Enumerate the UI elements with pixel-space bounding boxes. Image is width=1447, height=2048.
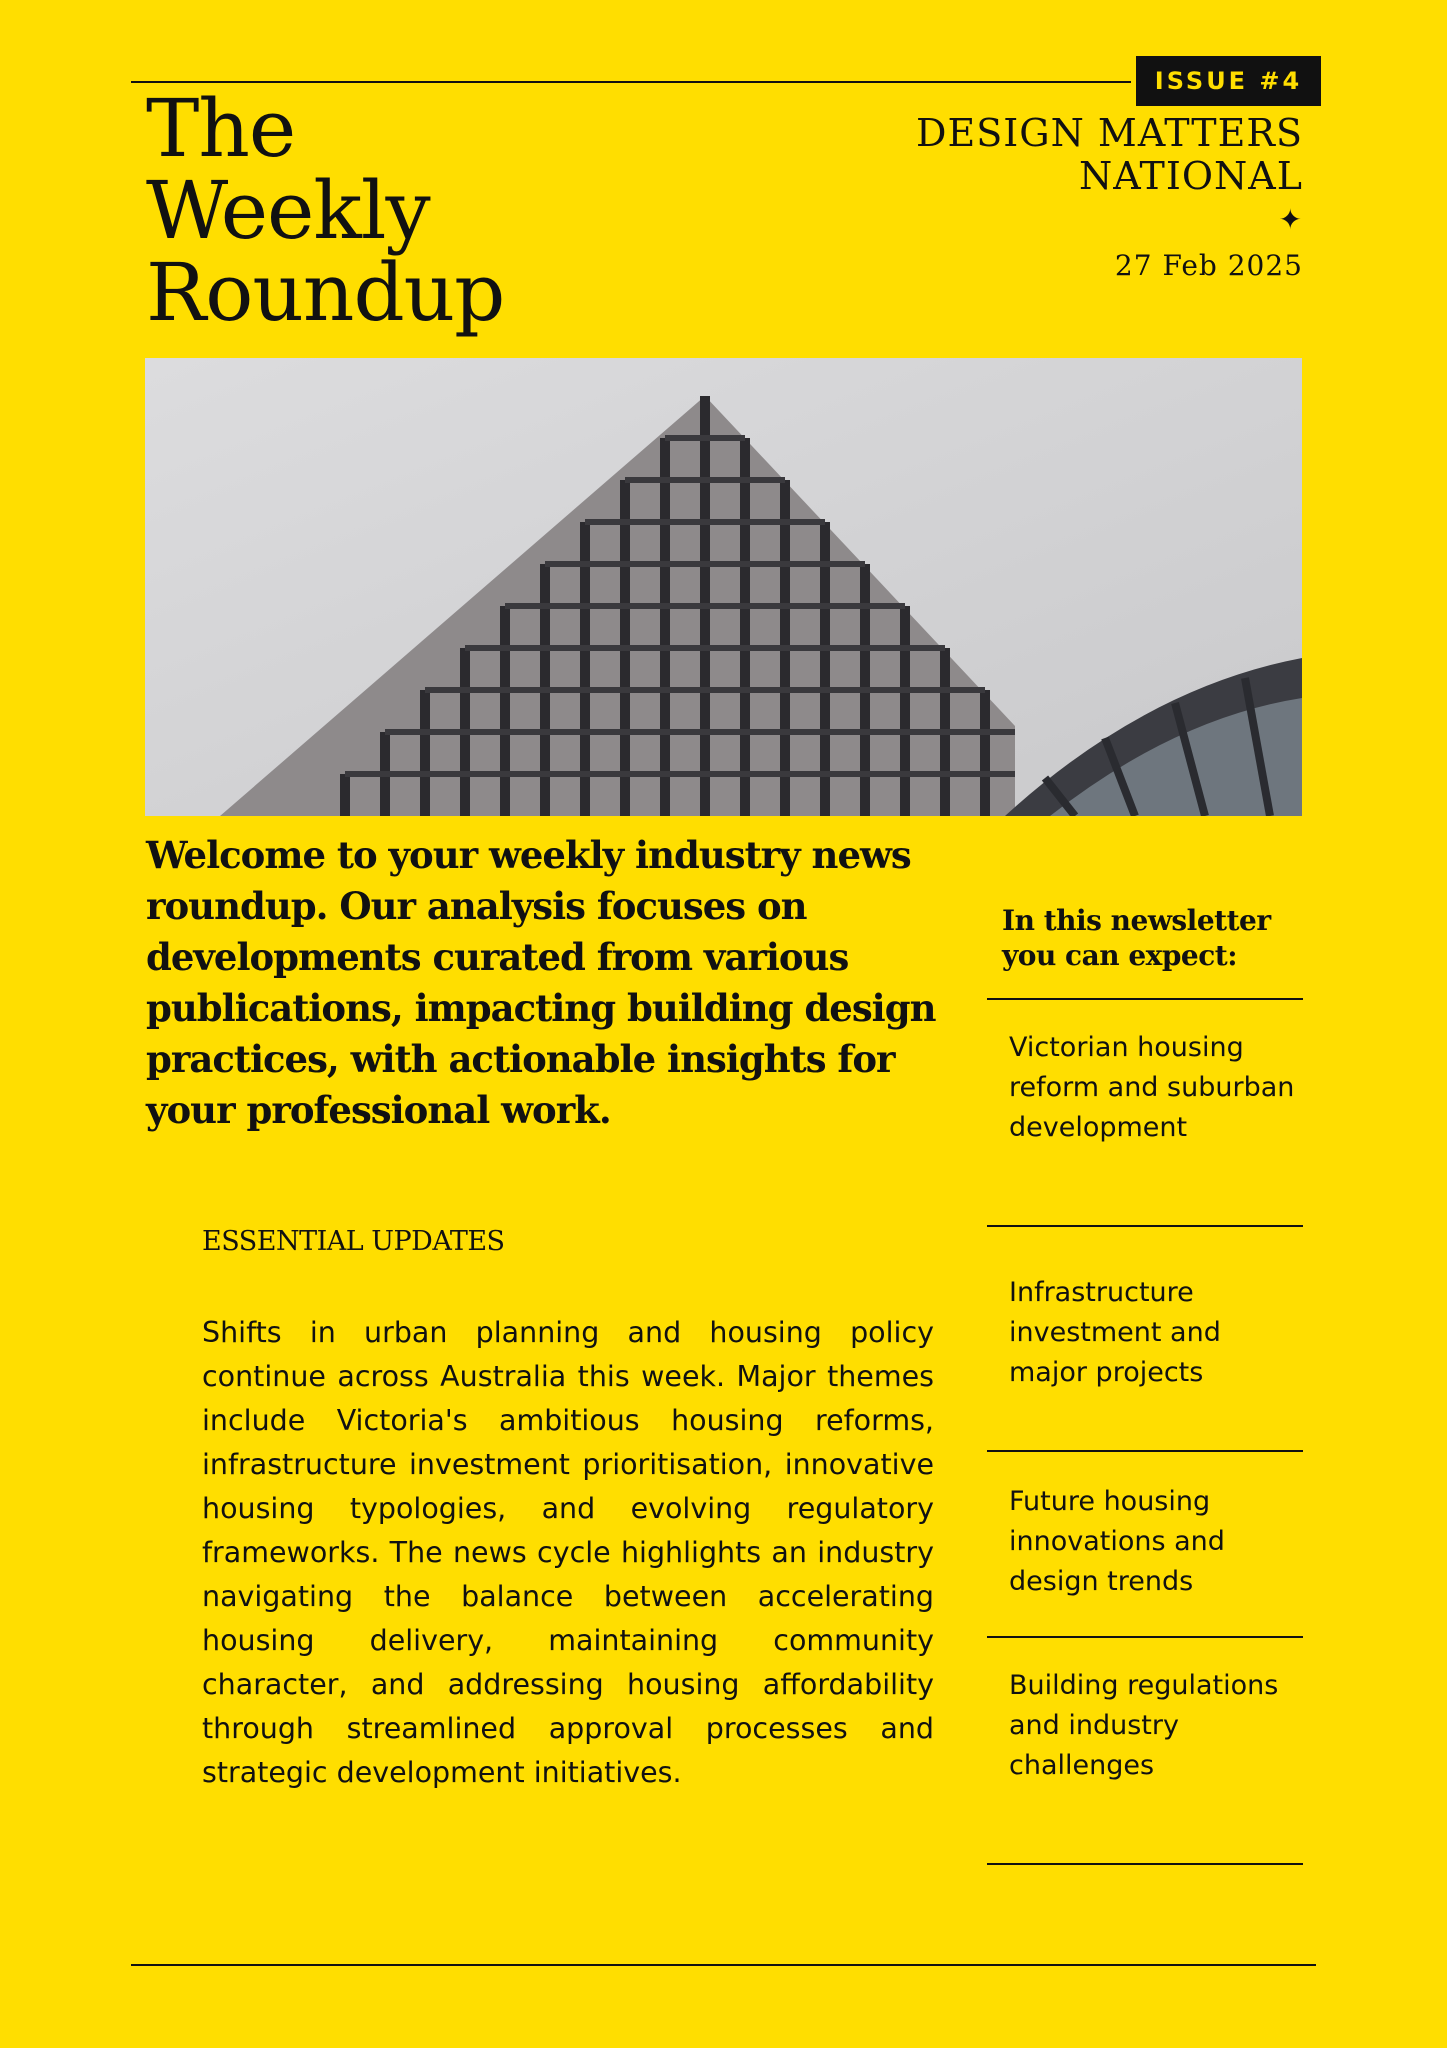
body-paragraph: Shifts in urban planning and housing policy continue across Australia this week. Major themes include Victoria's ambitious housing reforms, infrastructure investment prioritisation, innovative housing typologies, and evolving regulatory frameworks. The news cycle highlights an industry navigating the balance between accelerating housing delivery, maintaining community character, and addressing housing affordability through streamlined approval processes and strategic development initiatives. [202,1316,934,1789]
sidebar-divider [987,1636,1303,1638]
star-icon: ✦ [1278,204,1302,235]
sidebar-divider [987,998,1303,1000]
issue-date: 27 Feb 2025 [1114,249,1303,282]
sidebar-item: Building regulations and industry challenges [1009,1670,1279,1781]
hero-image [145,358,1302,816]
sidebar-heading [1002,903,1292,973]
sidebar-divider [987,1450,1303,1452]
publisher-line: NATIONAL [1078,154,1303,198]
title-line: Weekly [146,164,430,257]
sidebar-heading-line: In this newsletter [1002,904,1271,937]
sidebar-heading-line: you can expect: [1002,939,1238,972]
title-line: The [146,82,296,175]
sidebar-item: Future housing innovations and design trends [1009,1486,1225,1597]
bottom-rule [131,1964,1316,1966]
building-facade-photo [145,358,1302,816]
issue-badge: ISSUE #4 [1136,56,1321,106]
publisher-name [803,112,1303,198]
title-line: Roundup [146,246,505,339]
intro-paragraph: Welcome to your weekly industry news roundup. Our analysis focuses on developments curated from various publications, impacting building design practices, with actionable insights for your professional work. [146,833,936,1132]
newsletter-title [146,82,505,339]
sidebar-divider [987,1225,1303,1227]
sidebar-divider [987,1863,1303,1865]
sidebar-item: Infrastructure investment and major projects [1009,1277,1221,1388]
publisher-line: DESIGN MATTERS [916,111,1303,155]
section-heading: ESSENTIAL UPDATES [202,1226,505,1257]
sidebar-item: Victorian housing reform and suburban development [1009,1032,1295,1143]
